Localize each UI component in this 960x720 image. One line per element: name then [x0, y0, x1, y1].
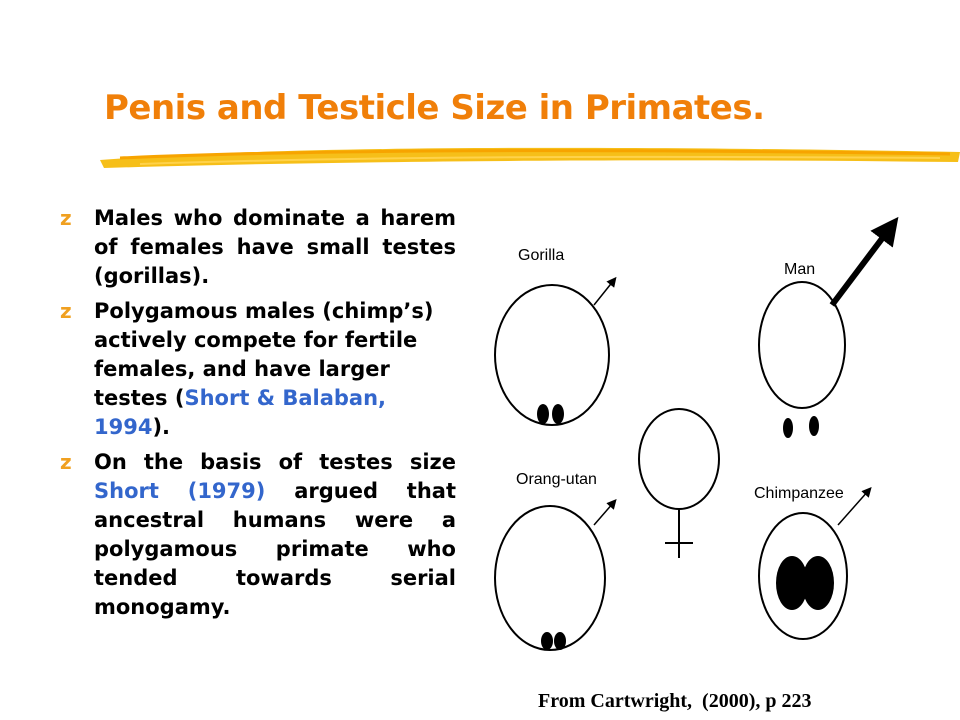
primate-size-diagram [480, 200, 920, 680]
female-figure [639, 409, 719, 558]
bullet-item [60, 297, 460, 442]
citation-link: Short & Balaban, 1994 [94, 386, 386, 439]
man-figure [759, 228, 890, 438]
orangutan-figure [495, 471, 614, 650]
z-bullet-icon: z [60, 450, 72, 474]
z-bullet-icon: z [60, 299, 72, 323]
slide-title: Penis and Testicle Size in Primates. [104, 88, 765, 128]
bullet-item [60, 204, 456, 291]
gorilla-label: Gorilla [518, 247, 565, 264]
man-label: Man [784, 261, 816, 278]
bullet-item [60, 448, 456, 622]
source-caption: From Cartwright, (2000), p 223 [538, 690, 812, 712]
gorilla-figure [495, 247, 614, 425]
bullet-list [60, 204, 456, 628]
orangutan-label: Orang-utan [516, 471, 597, 488]
bullet-text: Polygamous males (chimp’s) actively compete for fertile females, and have larger testes (Short & Balaban, 1994). [94, 299, 434, 439]
bullet-text: On the basis of testes size Short (1979) argued that ancestral humans were a polygamous primate who tended towards serial monogamy. [94, 450, 457, 619]
chimpanzee-label: Chimpanzee [754, 485, 844, 502]
chimpanzee-figure [754, 485, 869, 639]
citation-link: Short (1979) [94, 479, 266, 503]
z-bullet-icon: z [60, 206, 72, 230]
bullet-text: Males who dominate a harem of females have small testes (gorillas). [94, 206, 456, 288]
title-brush-underline [0, 138, 960, 178]
